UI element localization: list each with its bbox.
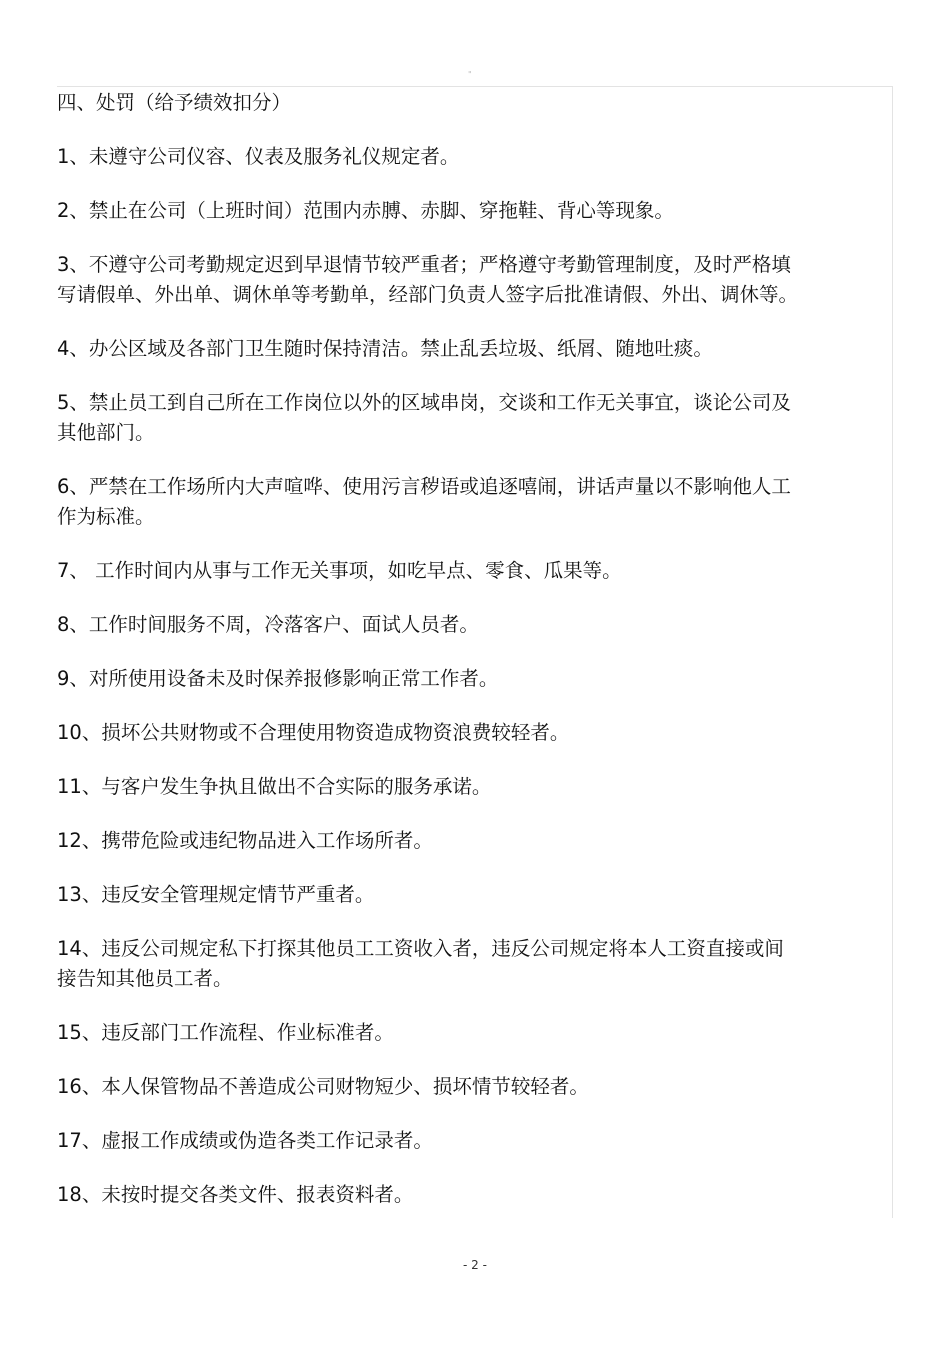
list-item-line: 13、违反安全管理规定情节严重者。 <box>57 883 375 906</box>
list-item <box>57 826 847 856</box>
section-heading: 四、处罚（给予绩效扣分） <box>57 91 292 114</box>
list-item <box>57 664 847 694</box>
list-item <box>57 610 847 640</box>
list-item-line: 作为标准。 <box>57 505 155 528</box>
list-item-line: 2、禁止在公司（上班时间）范围内赤膊、赤脚、穿拖鞋、背心等现象。 <box>57 199 674 222</box>
list-item-line: 8、工作时间服务不周，冷落客户、面试人员者。 <box>57 613 479 636</box>
list-item-line: 1、未遵守公司仪容、仪表及服务礼仪规定者。 <box>57 145 460 168</box>
penalty-list <box>57 142 847 1210</box>
page-number: - 2 - <box>463 1258 487 1272</box>
list-item-line: 18、未按时提交各类文件、报表资料者。 <box>57 1183 414 1206</box>
list-item-line: 15、违反部门工作流程、作业标准者。 <box>57 1021 394 1044</box>
list-item-line: 17、虚报工作成绩或伪造各类工作记录者。 <box>57 1129 433 1152</box>
list-item <box>57 250 847 310</box>
list-item-line: 接告知其他员工者。 <box>57 967 233 990</box>
list-item <box>57 472 847 532</box>
list-item-line: 写请假单、外出单、调休单等考勤单，经部门负责人签字后批准请假、外出、调休等。 <box>57 283 799 306</box>
list-item-line: 12、携带危险或违纪物品进入工作场所者。 <box>57 829 433 852</box>
list-item <box>57 196 847 226</box>
list-item-line: 其他部门。 <box>57 421 155 444</box>
list-item-line: 16、本人保管物品不善造成公司财物短少、损坏情节较轻者。 <box>57 1075 589 1098</box>
list-item <box>57 772 847 802</box>
list-item-line: 3、不遵守公司考勤规定迟到早退情节较严重者；严格遵守考勤管理制度，及时严格填 <box>57 253 791 276</box>
list-item-line: 10、损坏公共财物或不合理使用物资造成物资浪费较轻者。 <box>57 721 570 744</box>
list-item <box>57 556 847 586</box>
list-item <box>57 142 847 172</box>
top-mark: " <box>468 70 472 79</box>
list-item <box>57 388 847 448</box>
list-item <box>57 880 847 910</box>
list-item-line: 9、对所使用设备未及时保养报修影响正常工作者。 <box>57 667 499 690</box>
list-item <box>57 1180 847 1210</box>
list-item <box>57 934 847 994</box>
document-body <box>57 88 847 1234</box>
list-item <box>57 1126 847 1156</box>
list-item <box>57 1018 847 1048</box>
list-item-line: 11、与客户发生争执且做出不合实际的服务承诺。 <box>57 775 492 798</box>
list-item-line: 14、违反公司规定私下打探其他员工工资收入者，违反公司规定将本人工资直接或间 <box>57 937 784 960</box>
list-item-line: 6、严禁在工作场所内大声喧哗、使用污言秽语或追逐嘻闹，讲话声量以不影响他人工 <box>57 475 791 498</box>
list-item-line: 4、办公区域及各部门卫生随时保持清洁。禁止乱丢垃圾、纸屑、随地吐痰。 <box>57 337 713 360</box>
list-item-line: 7、 工作时间内从事与工作无关事项，如吃早点、零食、瓜果等。 <box>57 559 622 582</box>
list-item <box>57 718 847 748</box>
list-item <box>57 334 847 364</box>
list-item-line: 5、禁止员工到自己所在工作岗位以外的区域串岗，交谈和工作无关事宜，谈论公司及 <box>57 391 791 414</box>
list-item <box>57 1072 847 1102</box>
